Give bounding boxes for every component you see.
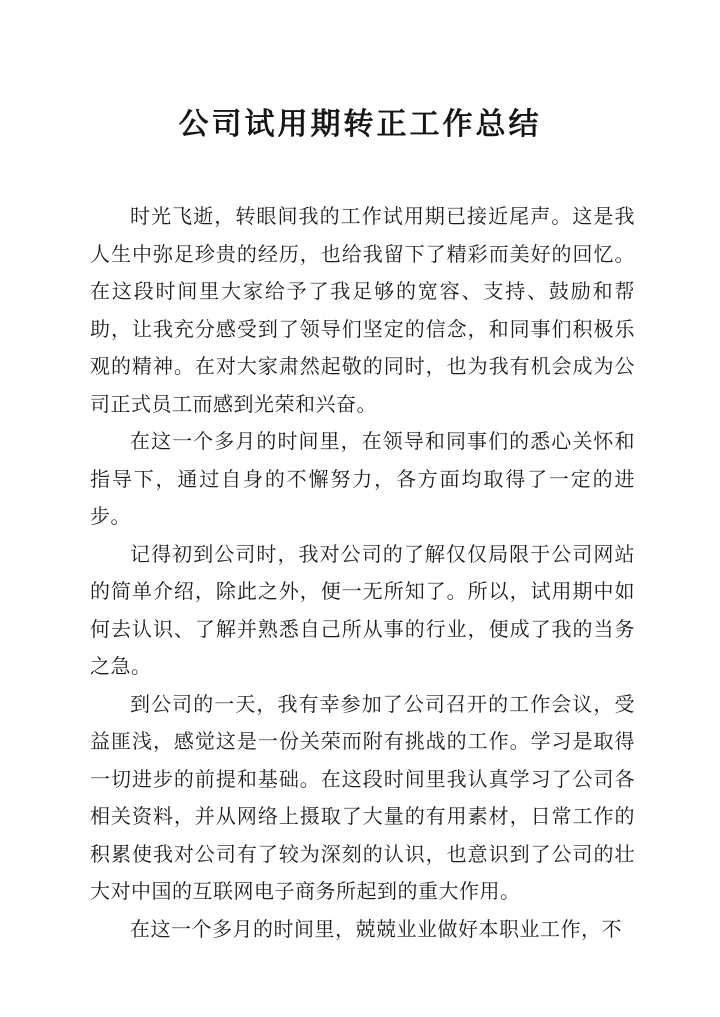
paragraph: 记得初到公司时，我对公司的了解仅仅局限于公司网站的简单介绍，除此之外，便一无所知了。所以，试用期中如何去认识、了解并熟悉自己所从事的行业，便成了我的当务之急。 [90,543,635,678]
paragraph: 在这一个多月的时间里，兢兢业业做好本职业工作，不 [130,918,622,941]
paragraph: 到公司的一天，我有幸参加了公司召开的工作会议，受益匪浅，感觉这是一份关荣而附有挑战的工作。学习是取得一切进步的前提和基础。在这段时间里我认真学习了公司各相关资料，并从网络上摄取了大量的有用素材，日常工作的积累使我对公司有了较为深刻的认识，也意识到了公司的壮大对中国的互联网电子商务所起到的重大作用。 [90,693,635,903]
paragraph: 在这一个多月的时间里，在领导和同事们的悉心关怀和指导下，通过自身的不懈努力，各方面均取得了一定的进步。 [90,431,635,528]
document-title: 公司试用期转正工作总结 [178,108,542,141]
document-body [90,199,635,949]
paragraph: 时光飞逝，转眼间我的工作试用期已接近尾声。这是我人生中弥足珍贵的经历，也给我留下了精彩而美好的回忆。在这段时间里大家给予了我足够的宽容、支持、鼓励和帮助，让我充分感受到了领导们坚定的信念，和同事们积极乐观的精神。在对大家肃然起敬的同时，也为我有机会成为公司正式员工而感到光荣和兴奋。 [90,206,635,416]
